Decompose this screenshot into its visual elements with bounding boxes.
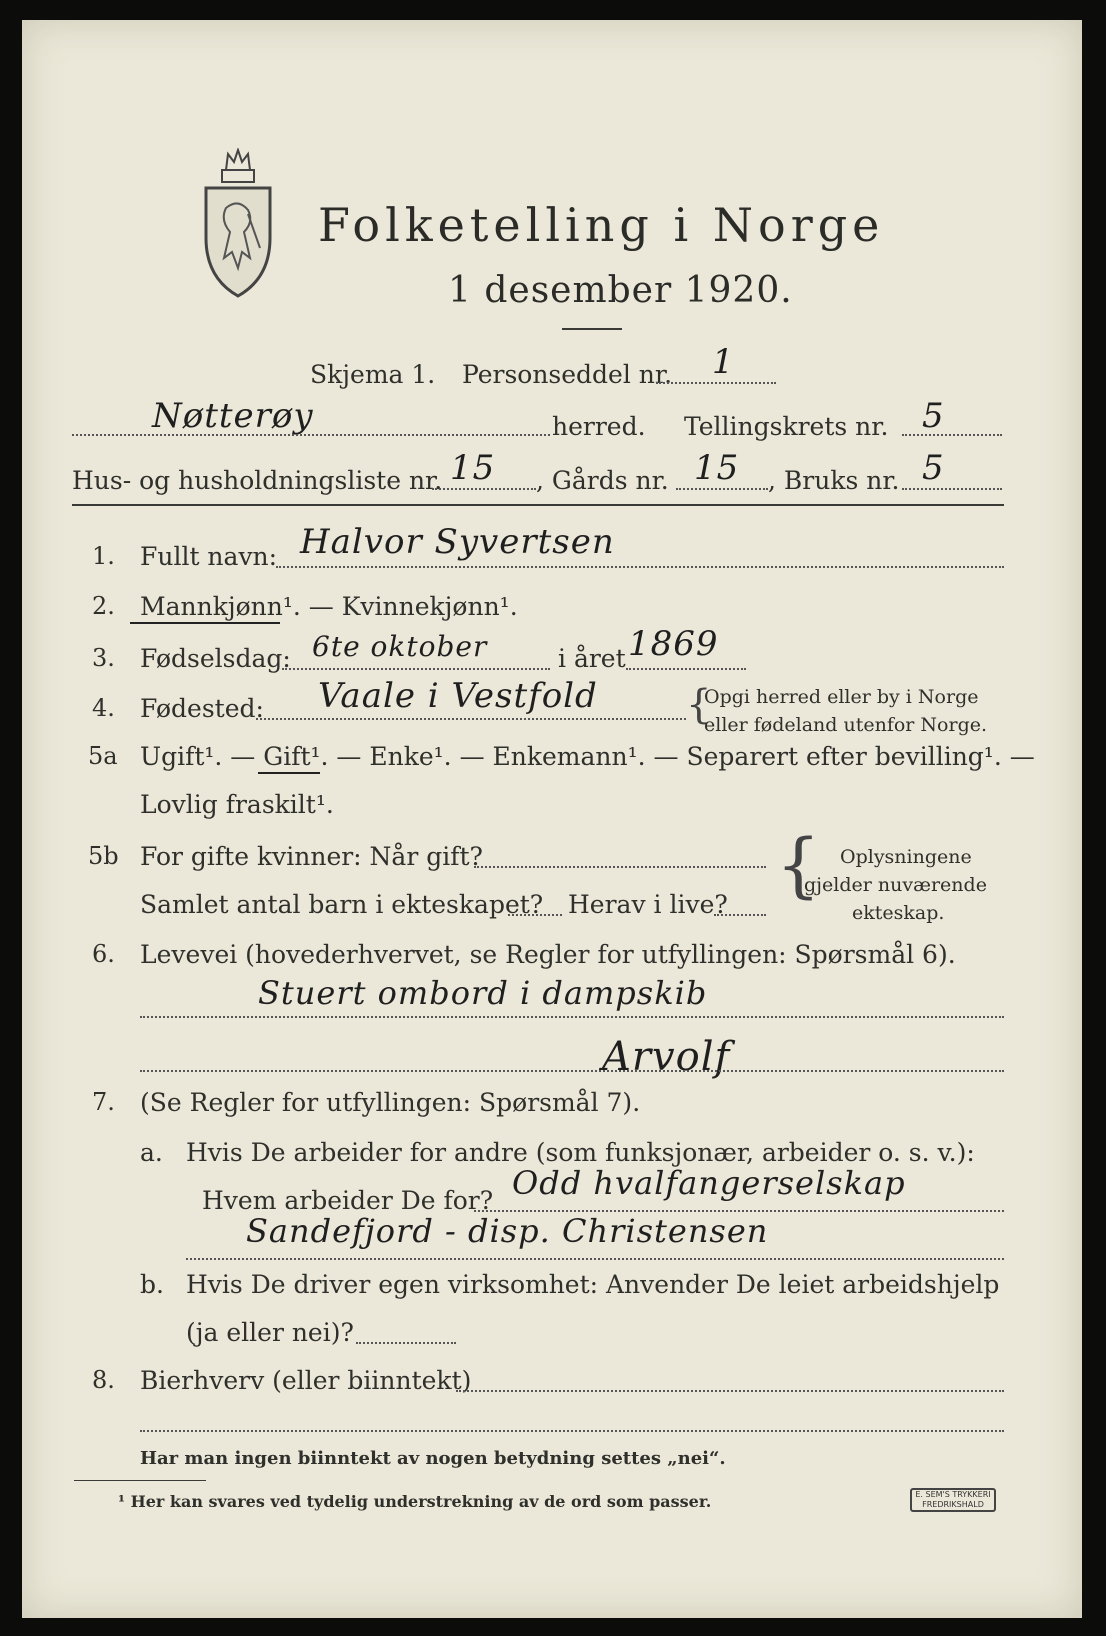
q7b-letter: b. [140, 1270, 164, 1299]
q6-mark: Arvolf [602, 1034, 731, 1080]
q3-number: 3. [92, 644, 115, 672]
q4-value: Vaale i Vestfold [318, 676, 598, 716]
q7b-label: Hvis De driver egen virksomhet: Anvender De leiet arbeidshjelp [186, 1270, 1000, 1299]
q8-note: Har man ingen biinntekt av nogen betydning settes „nei“. [140, 1448, 726, 1469]
husholdningsliste-label: Hus- og husholdningsliste nr. [72, 466, 443, 495]
q7-number: 7. [92, 1088, 115, 1116]
personseddel-value: 1 [712, 342, 735, 382]
q5a-options: Ugift¹. — Gift¹. — Enke¹. — Enkemann¹. — Separert efter bevilling¹. — [140, 742, 1035, 771]
herred-value: Nøtterøy [152, 396, 314, 436]
q3-year-value: 1869 [628, 624, 719, 664]
printer-stamp: E. SEM'S TRYKKERI FREDRIKSHALD [910, 1488, 996, 1512]
bruks-value: 5 [922, 448, 945, 488]
q8-number: 8. [92, 1366, 115, 1394]
q6-value: Stuert ombord i dampskib [258, 974, 708, 1012]
q5b-note-line3: ekteskap. [852, 902, 945, 924]
q5b-label2: Samlet antal barn i ekteskapet? [140, 890, 544, 919]
coat-of-arms-icon [198, 148, 278, 298]
q6-label: Levevei (hovederhvervet, se Regler for utfyllingen: Spørsmål 6). [140, 940, 956, 969]
schema-label: Skjema 1. [310, 360, 436, 389]
census-form-page: Folketelling i Norge 1 desember 1920. Skjema 1. Personseddel nr. 1 Nøtterøy herred. Tellingskrets nr. 5 Hus- og husholdningsliste nr. 15 , Gårds nr. 15 , Bruks nr. 5 1. Fullt navn: Halvor Syvertsen 2. Mannkjønn¹. — Kvinnekjønn¹. 3. Fødselsdag: 6te oktober i året 1869 4. Fødested: Vaale i Vestfold { Opgi herred eller by i Norge eller fødeland utenfor Norge. 5a Ugift¹. — Gift¹. — Enke¹. — Enkemann¹. — Separert efter bevilling¹. — Lovlig fraskilt¹. 5b For gifte kvinner: Når gift? Samlet antal barn i ekteskapet? Herav i live? { Oplysningene gjelder nuværende ekteskap. 6. Levevei (hovederhvervet, se Regler for utfyllingen: Spørsmål 6). Stuert ombord i dampskib Arvolf 7. (Se Regler for utfyllingen: Spørsmål 7). a. Hvis De arbeider for andre (som funksjonær, arbeider o. s. v.): Hvem arbeider De for? Odd hvalfangerselskap Sandefjord - disp. Christensen b. Hvis De driver egen virksomhet: Anvender De leiet arbeidshjelp (ja eller nei)? 8. Bierhverv (eller biinntekt) Har man ingen biinntekt av nogen betydning settes „nei“. ¹ Her kan svares ved tydelig understrekning av de ord som passer. E. SEM'S TRYKKERI FREDRIKSHALD [22, 20, 1082, 1618]
q8-label: Bierhverv (eller biinntekt) [140, 1366, 472, 1395]
q6-number: 6. [92, 940, 115, 968]
q7-label: (Se Regler for utfyllingen: Spørsmål 7). [140, 1088, 641, 1117]
gards-label: , Gårds nr. [536, 466, 669, 495]
footnote: ¹ Her kan svares ved tydelig understrekning av de ord som passer. [118, 1492, 712, 1511]
q2-number: 2. [92, 592, 115, 620]
tellingskrets-value: 5 [922, 396, 945, 436]
q5b-note-line1: Oplysningene [840, 846, 972, 868]
q1-value: Halvor Syvertsen [300, 522, 615, 562]
q4-label: Fødested: [140, 694, 264, 723]
q5b-number: 5b [88, 842, 119, 870]
gards-value: 15 [694, 448, 740, 488]
q5a-number: 5a [88, 742, 118, 770]
q5a-selected-underline [258, 772, 320, 774]
tellingskrets-label: Tellingskrets nr. [684, 412, 889, 441]
q3-year-label: i året [558, 644, 626, 673]
q3-day-value: 6te oktober [312, 630, 488, 663]
q7a-letter: a. [140, 1138, 163, 1167]
q7a-question: Hvem arbeider De for? [202, 1186, 494, 1215]
q1-label: Fullt navn: [140, 542, 278, 571]
q3-label: Fødselsdag: [140, 644, 291, 673]
personseddel-label: Personseddel nr. [462, 360, 673, 389]
q1-number: 1. [92, 542, 115, 570]
form-title: Folketelling i Norge [318, 198, 885, 252]
q5b-label1: For gifte kvinner: Når gift? [140, 842, 483, 871]
q7a-value1: Odd hvalfangerselskap [512, 1164, 906, 1202]
q5b-note-line2: gjelder nuværende [804, 874, 987, 896]
q7a-label: Hvis De arbeider for andre (som funksjonær, arbeider o. s. v.): [186, 1138, 975, 1167]
q5a-options-cont: Lovlig fraskilt¹. [140, 790, 334, 819]
q2-options: Mannkjønn¹. — Kvinnekjønn¹. [140, 592, 518, 621]
q5b-label3: Herav i live? [568, 890, 728, 919]
herred-label: herred. [552, 412, 646, 441]
q4-note-line2: eller fødeland utenfor Norge. [704, 714, 988, 736]
form-date: 1 desember 1920. [448, 270, 793, 311]
husholdningsliste-value: 15 [450, 448, 496, 488]
q4-note-line1: Opgi herred eller by i Norge [704, 686, 979, 708]
q7a-value2: Sandefjord - disp. Christensen [246, 1212, 769, 1250]
q7b-question: (ja eller nei)? [186, 1318, 354, 1347]
bruks-label: , Bruks nr. [768, 466, 900, 495]
q4-number: 4. [92, 694, 115, 722]
q2-selected-underline [130, 622, 280, 624]
